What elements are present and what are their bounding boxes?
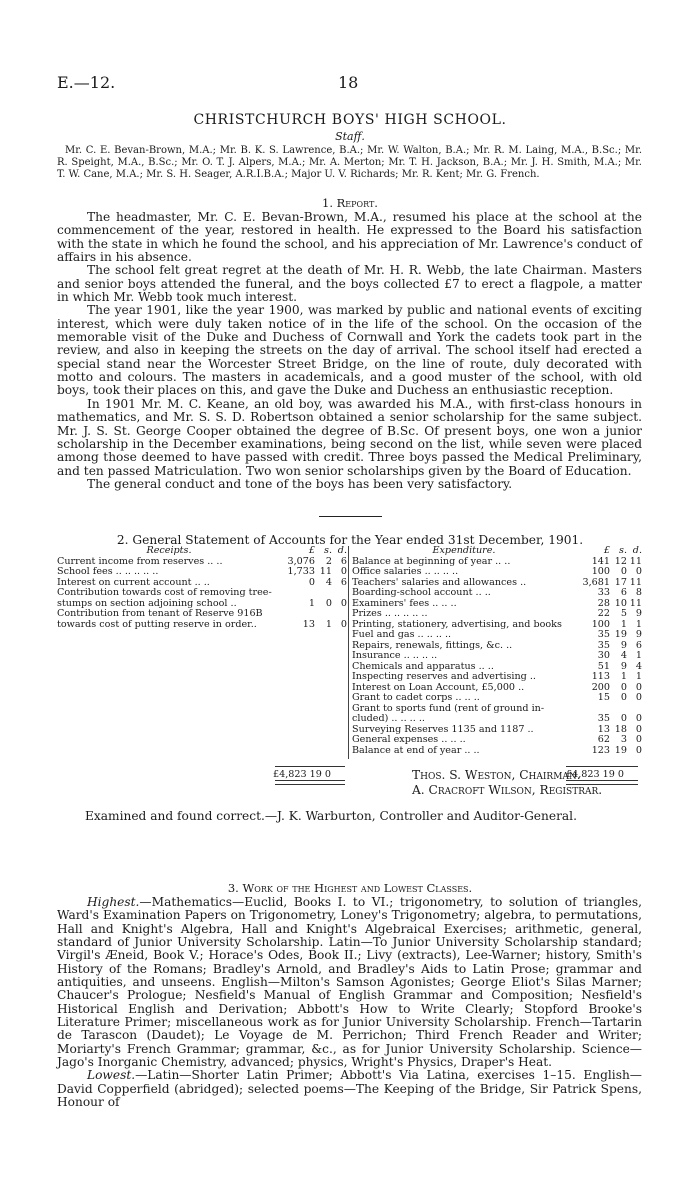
chairman-signature: Thos. S. Weston, Chairman. xyxy=(412,768,581,782)
expenditure-row-label: Surveying Reserves 1135 and 1187 .. xyxy=(352,724,534,735)
expenditure-row-label: Chemicals and apparatus .. .. xyxy=(352,661,494,672)
expenditure-row-shillings: 0 xyxy=(620,566,627,577)
expenditure-row-label: cluded) .. .. .. .. xyxy=(352,714,425,724)
receipt-row-pence xyxy=(332,588,347,599)
registrar-signature: A. Cracroft Wilson, Registrar. xyxy=(412,783,603,797)
staff-heading: Staff. xyxy=(335,130,365,143)
receipt-row-shillings: 1 xyxy=(325,618,332,630)
receipt-row-label: Contribution towards cost of removing tree- xyxy=(57,588,272,598)
school-title: CHRISTCHURCH BOYS' HIGH SCHOOL. xyxy=(193,112,507,128)
expenditure-row-label: Insurance .. .. .. .. xyxy=(352,651,438,661)
receipt-row xyxy=(57,599,347,610)
expenditure-row-pounds: 30 xyxy=(597,650,610,661)
receipt-row-pounds: 3,076 xyxy=(287,555,315,567)
receipt-row-amount xyxy=(281,620,347,631)
receipt-row-label: stumps on section adjoining school .. xyxy=(57,598,237,609)
receipts-column xyxy=(57,546,347,630)
expenditure-row xyxy=(352,588,642,599)
expenditure-row-shillings: 19 xyxy=(614,744,627,756)
expenditure-row-shillings: 1 xyxy=(620,618,627,630)
report-paragraph: The general conduct and tone of the boys has been very satisfactory. xyxy=(87,476,513,491)
receipt-row-pence: 0 xyxy=(340,566,347,577)
expenditure-row xyxy=(352,651,642,662)
expenditure-column xyxy=(352,546,642,756)
receipts-total: £4,823 19 0 xyxy=(273,769,331,780)
page-header-reference: E.—12. xyxy=(57,73,116,92)
expenditure-row-pounds: 35 xyxy=(597,639,610,651)
expenditure-row-shillings: 5 xyxy=(620,608,627,619)
expenditure-row xyxy=(352,714,642,725)
highest-text: —Mathematics—Euclid, Books I. to VI.; trigonometry, to solution of triangles, Ward's Examination Papers on Trigonometry, Loney's Trigonometry; algebra, to permutations, Hall and Knight's Algebra, Hall and Knight's Algebraical Exercises; arithmetic, general, standard of Junior University Scholarship. Latin—To Junior University Scholarship standard; Virgil's Æneid, Book V.; Horace's Odes, Book II.; Livy (extracts), Lee-Warner; history, Smith's History of the Romans; Bradley's Arnold, and Bradley's Aids to Latin Prose; grammar and antiquities, and unseens. English—Milton's Samson Agonistes; George Eliot's Silas Marner; Chaucer's Prologue; Nesfield's Manual of English Grammar and Composition; Nesfield's Historical English and Derivation; Abbott's How to Write Clearly; Stopford Brooke's Literature Primer; miscellaneous work as for Junior University Scholarship. French—Tartarin de Tarascon (Daudet); Le Voyage de M. Perrichon; Third French Reader and Writer; Moriarty's French Grammar; grammar, &c., as for Junior University Scholarship. Science—Jago's Inorganic Chemistry, advanced; physics, Wright's Physics, Draper's Heat. xyxy=(57,895,642,1070)
report-paragraph: The year 1901, like the year 1900, was marked by public and national events of exciting interest, which were duly taken notice of in the life of the school. On the occasion of the memorable visit of the Duke and Duchess of Cornwall and York the cadets took part in the review, and also in keeping the streets on the day of arrival. The school itself had erected a special stand near the Worcester Street Bridge, on the line of route, duly decorated with motto and colours. The masters in academicals, and a good muster of the school, with old boys, took their places on this, and gave the Duke and Duchess an enthusiastic reception. xyxy=(57,303,642,398)
expenditure-row-pence: 11 xyxy=(629,576,642,588)
expenditure-row-label: Interest on Loan Account, £5,000 .. xyxy=(352,682,525,693)
expenditure-row-pence: 11 xyxy=(629,597,642,609)
expenditure-row-pounds: 51 xyxy=(597,660,610,672)
expenditure-row xyxy=(352,735,642,746)
lowest-class-paragraph xyxy=(57,1069,642,1109)
report-heading: 1. Report. xyxy=(322,196,378,210)
expenditure-row-amount xyxy=(576,672,642,683)
expenditure-row-label: Examiners' fees .. .. .. xyxy=(352,598,457,609)
currency-header: £ s. d. xyxy=(603,545,642,556)
audit-statement: Examined and found correct.—J. K. Warburton, Controller and Auditor-General. xyxy=(85,809,577,823)
expenditure-row-pounds: 22 xyxy=(597,608,610,619)
receipt-row-shillings: 2 xyxy=(325,555,332,567)
receipt-row-shillings: 11 xyxy=(319,566,332,577)
receipt-row-pounds: 0 xyxy=(308,576,315,588)
expenditure-row-pence: 4 xyxy=(635,660,642,672)
expenditure-row-shillings: 10 xyxy=(614,597,627,609)
receipt-row-pence: 6 xyxy=(340,555,347,567)
receipts-caption: Receipts. xyxy=(146,545,192,556)
expenditure-row-pence: 1 xyxy=(635,618,642,630)
expenditure-row xyxy=(352,672,642,683)
expenditure-row-shillings: 18 xyxy=(614,723,627,735)
expenditure-row-shillings: 9 xyxy=(620,660,627,672)
expenditure-row xyxy=(352,746,642,757)
receipts-double-rule xyxy=(275,780,345,785)
expenditure-row-pounds: 3,681 xyxy=(582,576,610,588)
lowest-text: —Latin—Shorter Latin Primer; Abbott's Via Latina, exercises 1–15. English—David Copperfield (abridged); selected poems—The Keeping of the Bridge, Sir Patrick Spens, Honour of xyxy=(57,1068,642,1110)
expenditure-caption-row xyxy=(352,546,642,557)
receipt-row-label: Contribution from tenant of Reserve 916B xyxy=(57,609,263,619)
receipts-caption-row xyxy=(57,546,347,557)
expenditure-row-pence: 0 xyxy=(635,566,642,577)
accounts-column-divider xyxy=(348,546,349,759)
expenditure-row-shillings: 9 xyxy=(620,639,627,651)
report-paragraph: The school felt great regret at the death of Mr. H. R. Webb, the late Chairman. Masters and senior boys attended the funeral, and the boys collected £7 to erect a flagpole, a matter in which Mr. Webb took much interest. xyxy=(57,263,642,305)
receipt-row-amount xyxy=(281,567,347,578)
expenditure-row-pence: 0 xyxy=(635,723,642,735)
expenditure-row-amount xyxy=(576,588,642,599)
page-number: 18 xyxy=(338,73,359,92)
expenditure-row-pence: 0 xyxy=(635,692,642,703)
receipt-row-pounds xyxy=(281,609,315,620)
expenditure-row-shillings: 12 xyxy=(614,555,627,567)
receipt-row-pounds: 13 xyxy=(302,618,315,630)
receipt-row xyxy=(57,609,347,620)
expenditure-row-label: Teachers' salaries and allowances .. xyxy=(352,577,527,588)
expenditure-row-shillings: 17 xyxy=(614,576,627,588)
expenditure-row-pounds: 35 xyxy=(597,629,610,640)
receipt-row-pence: 6 xyxy=(340,576,347,588)
receipt-row-amount xyxy=(281,588,347,599)
expenditure-row-label: Fuel and gas .. .. .. .. xyxy=(352,630,452,640)
report-paragraph: In 1901 Mr. M. C. Keane, an old boy, was awarded his M.A., with first-class honours in mathematics, and Mr. S. S. D. Robertson obtained a senior scholarship for the same subject. Mr. J. S. St. George Cooper obtained the degree of B.Sc. Of present boys, one won a junior scholarship in the December examinations, being second on the list, while seven were placed among those deemed to have passed with credit. Three boys passed the Medical Preliminary, and ten passed Matriculation. Two won senior scholarships given by the Board of Education. xyxy=(57,396,642,478)
expenditure-row-pounds: 123 xyxy=(591,744,610,756)
expenditure-row xyxy=(352,609,642,620)
expenditure-row-label: Printing, stationery, advertising, and books xyxy=(352,619,562,630)
expenditure-row-pence: 0 xyxy=(635,734,642,745)
expenditure-row xyxy=(352,693,642,704)
receipt-row-pence: 0 xyxy=(340,618,347,630)
expenditure-rows xyxy=(352,557,642,757)
receipts-total-rule xyxy=(275,766,345,767)
expenditure-row-amount xyxy=(576,714,642,725)
expenditure-row-pence: 1 xyxy=(635,671,642,682)
expenditure-row-pounds: 200 xyxy=(591,681,610,693)
expenditure-row-label: Prizes .. .. .. .. .. xyxy=(352,609,428,619)
expenditure-row-label: Grant to cadet corps .. .. .. xyxy=(352,693,480,703)
expenditure-row-pounds: 28 xyxy=(597,597,610,609)
expenditure-row-shillings: 19 xyxy=(614,629,627,640)
receipt-row-shillings xyxy=(315,588,332,599)
expenditure-row xyxy=(352,630,642,641)
receipt-row-shillings: 4 xyxy=(325,576,332,588)
expenditure-row-label: General expenses .. .. .. xyxy=(352,735,466,745)
expenditure-row-pence: 8 xyxy=(635,587,642,598)
expenditure-row-label: Grant to sports fund (rent of ground in- xyxy=(352,703,545,714)
expenditure-row-pounds: 33 xyxy=(597,587,610,598)
receipt-row-pounds: 1,733 xyxy=(287,566,315,577)
receipt-row xyxy=(57,578,347,589)
expenditure-row-label: Repairs, renewals, fittings, &c. .. xyxy=(352,640,513,651)
accounts-heading: 2. General Statement of Accounts for the Year ended 31st December, 1901. xyxy=(116,533,584,547)
expenditure-row-pounds: 13 xyxy=(597,723,610,735)
expenditure-row-amount xyxy=(576,609,642,620)
expenditure-row-amount xyxy=(576,735,642,746)
expenditure-row-label: Balance at end of year .. .. xyxy=(352,745,480,756)
work-heading: 3. Work of the Highest and Lowest Classes. xyxy=(227,881,473,895)
expenditure-row-shillings: 0 xyxy=(620,692,627,703)
expenditure-row xyxy=(352,567,642,578)
report-section xyxy=(57,211,642,491)
receipt-row xyxy=(57,567,347,578)
receipt-row-label: Interest on current account .. .. xyxy=(57,577,210,588)
expenditure-row-amount xyxy=(576,651,642,662)
expenditure-row-label: Boarding-school account .. .. xyxy=(352,588,491,598)
expenditure-row-pence: 0 xyxy=(635,713,642,724)
expenditure-row-pence: 0 xyxy=(635,681,642,693)
expenditure-row-pounds: 100 xyxy=(591,566,610,577)
expenditure-row-label: Balance at beginning of year .. .. xyxy=(352,556,511,567)
highest-class-paragraph xyxy=(57,896,642,1069)
receipt-row-pence xyxy=(332,609,347,620)
expenditure-row-amount xyxy=(576,693,642,704)
expenditure-row-shillings: 0 xyxy=(620,681,627,693)
receipt-row-pence: 0 xyxy=(340,597,347,609)
receipt-row-amount xyxy=(281,578,347,589)
receipt-row xyxy=(57,588,347,599)
expenditure-row-shillings: 0 xyxy=(620,713,627,724)
section-divider xyxy=(319,516,382,517)
expenditure-row-shillings: 3 xyxy=(620,734,627,745)
receipt-row-label: towards cost of putting reserve in order.. xyxy=(57,619,257,630)
expenditure-row-label: Inspecting reserves and advertising .. xyxy=(352,672,536,682)
receipt-row-pounds xyxy=(281,588,315,599)
expenditure-row-pounds: 35 xyxy=(597,713,610,724)
expenditure-row-shillings: 1 xyxy=(620,671,627,682)
receipt-row-label: School fees .. .. .. .. .. xyxy=(57,567,159,577)
receipt-row-amount xyxy=(281,609,347,620)
expenditure-row-pounds: 141 xyxy=(591,555,610,567)
expenditure-row-pence: 0 xyxy=(635,744,642,756)
expenditure-row-pounds: 15 xyxy=(597,692,610,703)
receipt-row-shillings xyxy=(315,609,332,620)
receipt-row-label: Current income from reserves .. .. xyxy=(57,556,223,567)
expenditure-row-amount xyxy=(576,567,642,578)
currency-header: £ s. d. xyxy=(308,545,347,556)
receipt-row-pounds: 1 xyxy=(308,597,315,609)
report-paragraph: The headmaster, Mr. C. E. Bevan-Brown, M.A., resumed his place at the school at the commencement of the year, restored in health. He expressed to the Board his satisfaction with the state in which he found the school, and his appreciation of Mr. Lawrence's conduct of affairs in his absence. xyxy=(57,210,642,265)
receipt-row-amount xyxy=(281,599,347,610)
expenditure-row-pence: 6 xyxy=(635,639,642,651)
expenditure-row-pence: 9 xyxy=(635,629,642,640)
receipt-row xyxy=(57,620,347,631)
receipts-rows xyxy=(57,557,347,631)
expenditure-row-pounds: 62 xyxy=(597,734,610,745)
expenditure-row-pence: 1 xyxy=(635,650,642,661)
expenditure-total: £4,823 19 0 xyxy=(566,769,624,780)
staff-list: Mr. C. E. Bevan-Brown, M.A.; Mr. B. K. S. Lawrence, B.A.; Mr. W. Walton, B.A.; Mr. R. M. Laing, M.A., B.Sc.; Mr. R. Speight, M.A., B.Sc.; Mr. O. T. J. Alpers, M.A.; Mr. A. Merton; Mr. T. H. Jackson, B.A.; Mr. J. H. Smith, M.A.; Mr. T. W. Cane, M.A.; Mr. S. H. Seager, A.R.I.B.A.; Major U. V. Richards; Mr. R. Kent; Mr. G. French. xyxy=(57,145,642,180)
expenditure-total-rule xyxy=(566,766,638,767)
expenditure-row-shillings: 4 xyxy=(620,650,627,661)
expenditure-row-amount xyxy=(576,746,642,757)
expenditure-row-pounds: 100 xyxy=(591,618,610,630)
work-section xyxy=(57,896,642,1110)
expenditure-row-shillings: 6 xyxy=(620,587,627,598)
highest-label: Highest. xyxy=(87,895,140,909)
expenditure-row-pounds: 113 xyxy=(591,671,610,682)
expenditure-row-pence: 11 xyxy=(629,555,642,567)
expenditure-row-amount xyxy=(576,630,642,641)
expenditure-row-pence: 9 xyxy=(635,608,642,619)
expenditure-row-label: Office salaries .. .. .. .. xyxy=(352,567,459,577)
expenditure-caption: Expenditure. xyxy=(432,545,496,556)
lowest-label: Lowest. xyxy=(87,1068,136,1083)
receipt-row-shillings: 0 xyxy=(325,597,332,609)
